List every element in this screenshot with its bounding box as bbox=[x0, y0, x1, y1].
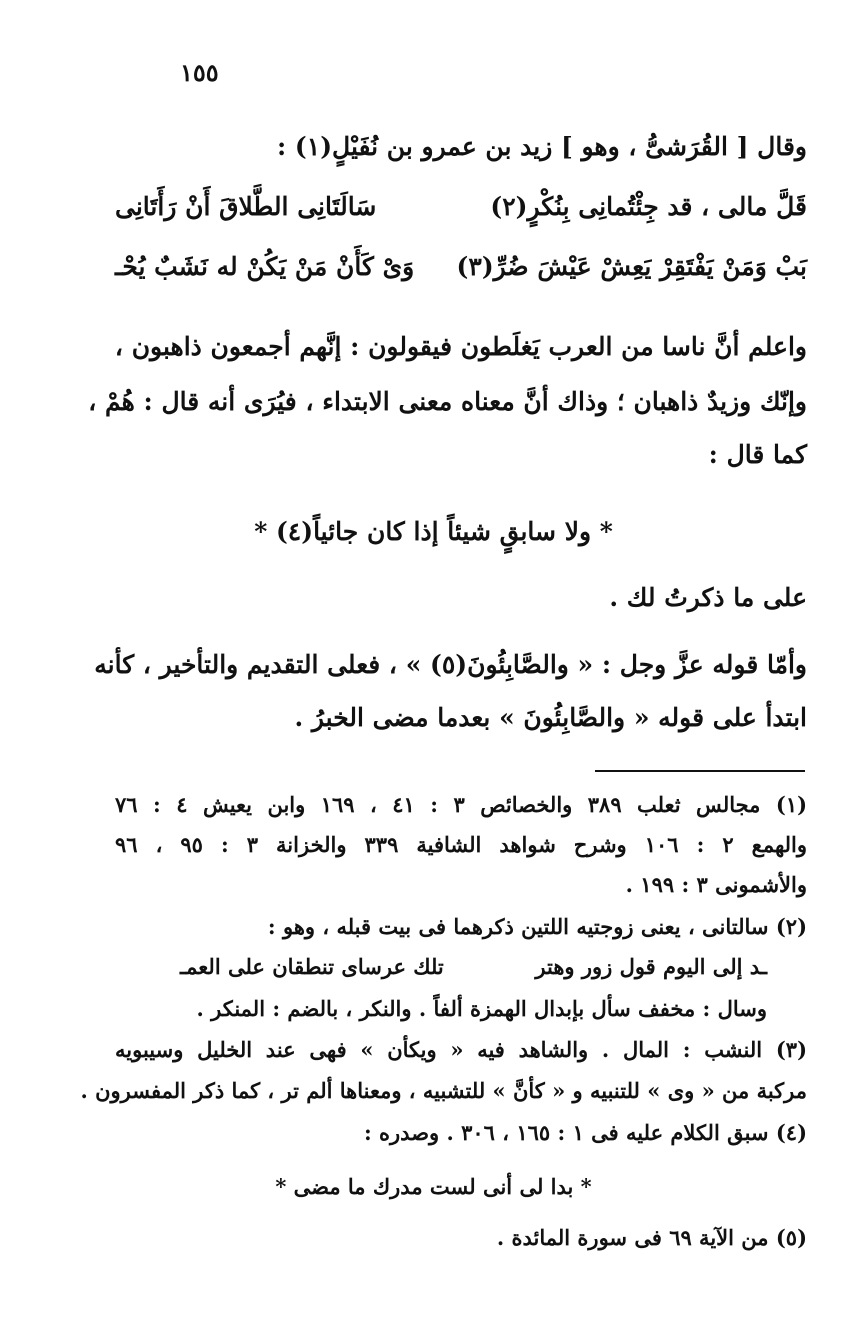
paragraph-1-line-3: كما قال : bbox=[708, 440, 807, 469]
footnote-2-verse-first-hemistich: تلك عرساى تنطقان على العمـ bbox=[180, 954, 444, 979]
footnote-separator bbox=[595, 770, 805, 772]
footnote-1-line-2: والهمع ٢ : ١٠٦ وشرح شواهد الشافية ٣٣٩ والخزانة ٣ : ٩٥ ، ٩٦ bbox=[115, 832, 808, 857]
footnote-2-line-1: (٢) سالتانى ، يعنى زوجتيه اللتين ذكرهما فى بيت قبله ، وهو : bbox=[267, 914, 807, 939]
footnote-1-line-1: (١) مجالس ثعلب ٣٨٩ والخصائص ٣ : ٤١ ، ١٦٩ وابن يعيش ٤ : ٧٦ bbox=[115, 792, 808, 817]
quoted-verse: * ولا سابقٍ شيئاً إذا كان جائياً(٤) * bbox=[254, 517, 613, 546]
verse-line-1 bbox=[115, 192, 807, 221]
paragraph-1-line-2: وإنّك وزيدٌ ذاهبان ؛ وذاك أنَّ معناه معنى الابتداء ، فيُرَى أنه قال : هُمْ ، bbox=[88, 387, 807, 416]
footnote-5-line-1: (٥) من الآية ٦٩ فى سورة المائدة . bbox=[496, 1225, 807, 1250]
paragraph-1-line-1: واعلم أنَّ ناسا من العرب يَغلَطون فيقولون : إنَّهم أجمعون ذاهبون ، bbox=[114, 332, 807, 361]
verse-line-2 bbox=[115, 252, 807, 281]
intro-line: وقال [ القُرَشىُّ ، وهو ] زيد بن عمرو بن نُفَيْلٍ(١) : bbox=[276, 132, 807, 161]
footnote-2-line-3: وسال : مخفف سأل بإبدال الهمزة ألفاً . والنكر ، بالضم : المنكر . bbox=[196, 996, 767, 1021]
footnote-4-verse: * بدا لى أنى لست مدرك ما مضى * bbox=[275, 1174, 592, 1199]
footnote-1-line-3: والأشمونى ٣ : ١٩٩ . bbox=[625, 872, 807, 897]
footnote-2-verse bbox=[180, 954, 767, 979]
footnote-2-verse-second-hemistich: ـد إلى اليوم قول زور وهتر bbox=[535, 954, 767, 979]
page-number: ١٥٥ bbox=[180, 58, 219, 87]
verse-2-second-hemistich: بَبْ وَمَنْ يَفْتَقِرْ يَعِشْ عَيْشَ ضُرِّ(٣) bbox=[456, 252, 807, 281]
paragraph-2-line-1: وأمّا قوله عزَّ وجل : « والصَّابِئُونَ(٥) » ، فعلى التقديم والتأخير ، كأنه bbox=[94, 650, 807, 679]
footnote-3-line-2: مركبة من « وى » للتنبيه و « كأنَّ » للتشبيه ، ومعناها ألم تر ، كما ذكر المفسرون . bbox=[80, 1078, 807, 1103]
footnote-4-line-1: (٤) سبق الكلام عليه فى ١ : ١٦٥ ، ٣٠٦ . وصدره : bbox=[363, 1120, 807, 1145]
footnote-3-line-1: (٣) النشب : المال . والشاهد فيه « ويكأن » فهى عند الخليل وسيبويه bbox=[115, 1037, 808, 1062]
quote-continuation: على ما ذكرتُ لك . bbox=[609, 583, 807, 612]
paragraph-2-line-2: ابتدأ على قوله « والصَّابِئُونَ » بعدما مضى الخبرُ . bbox=[294, 703, 807, 732]
verse-2-first-hemistich: وَىْ كَأَنْ مَنْ يَكُنْ له نَشَبٌ يُحْـ bbox=[115, 252, 415, 281]
verse-1-second-hemistich: قَلَّ مالى ، قد جِئْتُمانِى بِنُكْرٍ(٢) bbox=[490, 192, 807, 221]
verse-1-first-hemistich: سَالَتَانِى الطَّلاقَ أَنْ رَأَتَانِى bbox=[115, 192, 377, 221]
